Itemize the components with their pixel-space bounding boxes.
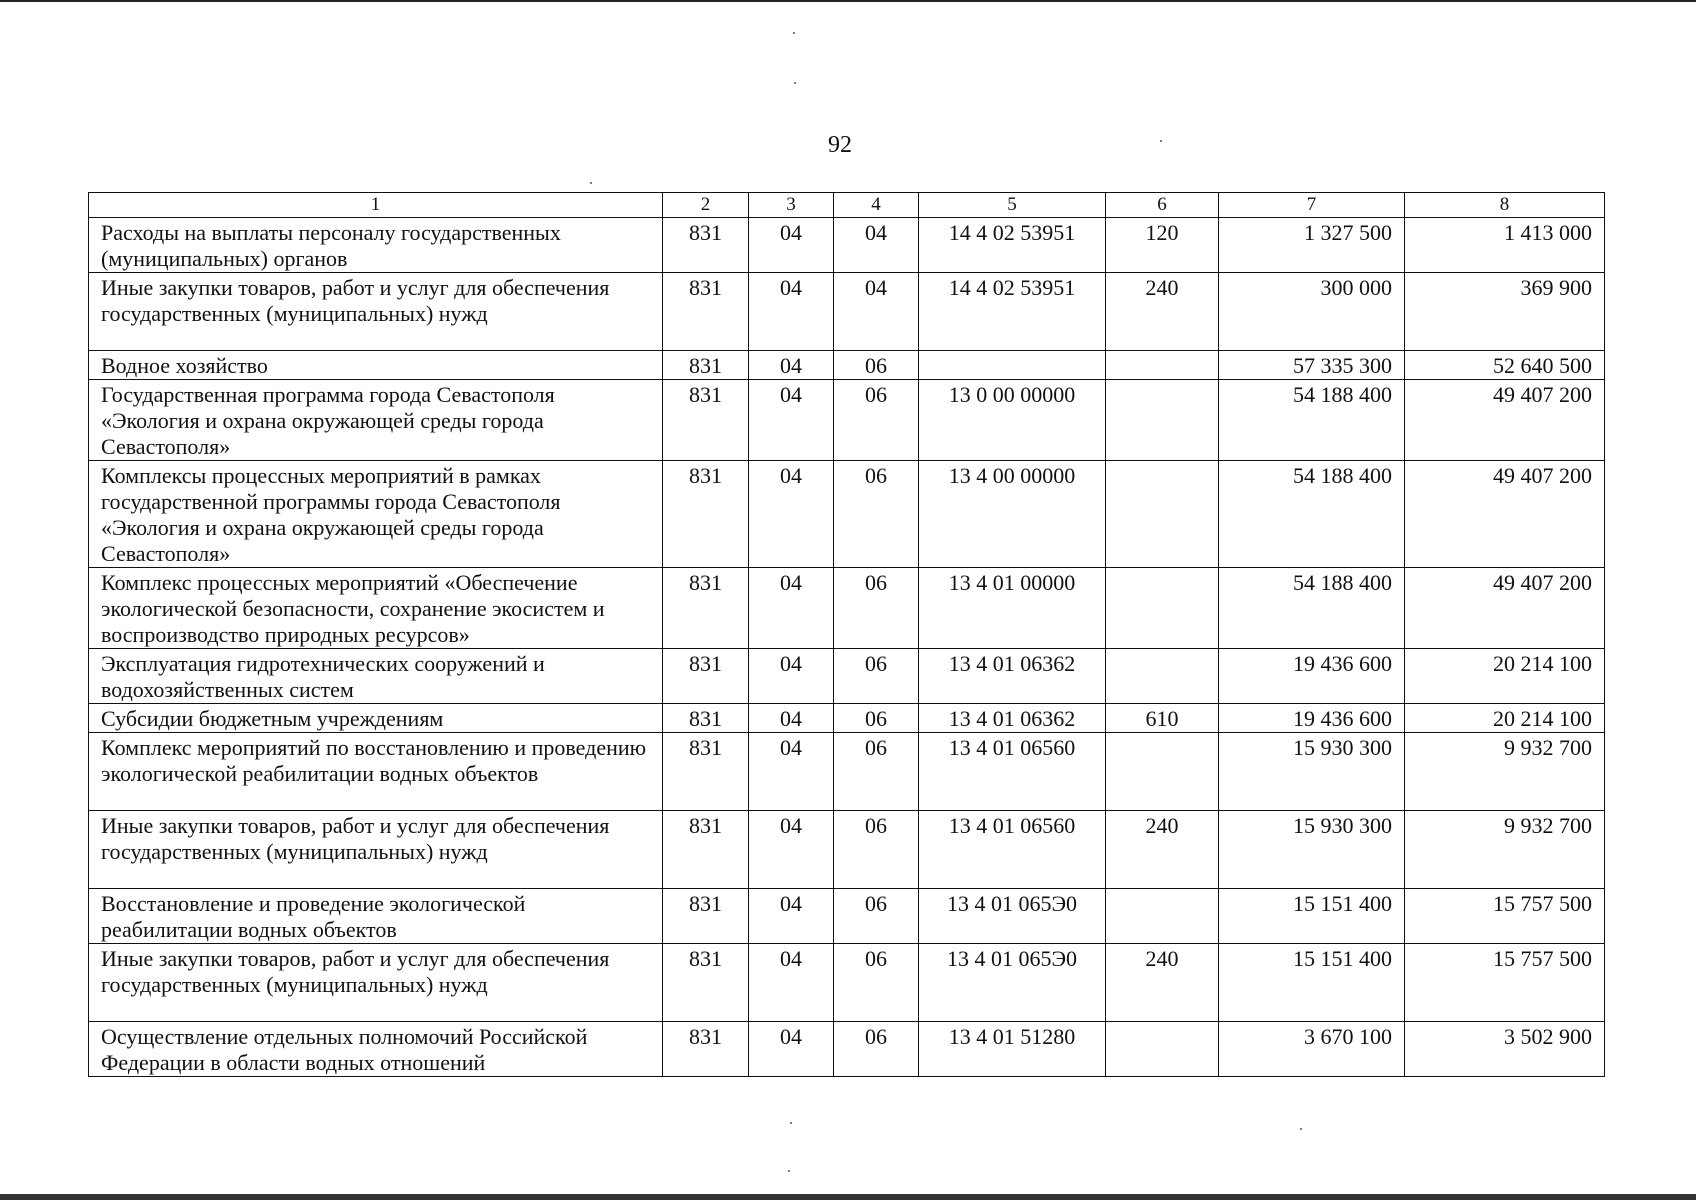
row-ministry-code: 831 [663, 380, 749, 461]
row-expense-type [1106, 351, 1219, 380]
row-subsection: 06 [834, 704, 919, 733]
row-amount-7: 54 188 400 [1219, 461, 1405, 568]
row-section: 04 [749, 1022, 834, 1077]
row-ministry-code: 831 [663, 944, 749, 1022]
row-amount-8: 49 407 200 [1405, 568, 1605, 649]
row-expense-type [1106, 568, 1219, 649]
row-amount-8: 15 757 500 [1405, 944, 1605, 1022]
row-amount-7: 54 188 400 [1219, 568, 1405, 649]
row-subsection: 06 [834, 1022, 919, 1077]
row-amount-7: 15 930 300 [1219, 811, 1405, 889]
row-ministry-code: 831 [663, 273, 749, 351]
table-row [89, 568, 1605, 649]
header-cell-4: 4 [834, 193, 919, 218]
row-amount-8: 52 640 500 [1405, 351, 1605, 380]
header-cell-8: 8 [1405, 193, 1605, 218]
row-expense-type: 120 [1106, 218, 1219, 273]
row-target-article: 13 0 00 00000 [919, 380, 1106, 461]
row-section: 04 [749, 649, 834, 704]
header-cell-2: 2 [663, 193, 749, 218]
row-target-article [919, 351, 1106, 380]
row-target-article: 14 4 02 53951 [919, 273, 1106, 351]
row-target-article: 13 4 01 06560 [919, 811, 1106, 889]
table-row [89, 380, 1605, 461]
row-expense-type: 610 [1106, 704, 1219, 733]
row-amount-7: 19 436 600 [1219, 649, 1405, 704]
row-subsection: 06 [834, 351, 919, 380]
row-name: Комплексы процессных мероприятий в рамках государственной программы города Севастополя «Экология и охрана окружающей среды города Севастополя» [89, 461, 663, 568]
row-ministry-code: 831 [663, 649, 749, 704]
header-cell-1: 1 [89, 193, 663, 218]
row-amount-7: 54 188 400 [1219, 380, 1405, 461]
row-name: Восстановление и проведение экологической реабилитации водных объектов [89, 889, 663, 944]
scan-speck [1160, 140, 1162, 142]
table-row [89, 811, 1605, 889]
row-ministry-code: 831 [663, 733, 749, 811]
row-section: 04 [749, 273, 834, 351]
scan-speck [793, 32, 795, 34]
row-name: Иные закупки товаров, работ и услуг для обеспечения государственных (муниципальных) нужд [89, 811, 663, 889]
row-subsection: 06 [834, 944, 919, 1022]
row-subsection: 06 [834, 649, 919, 704]
row-expense-type [1106, 889, 1219, 944]
row-expense-type: 240 [1106, 811, 1219, 889]
row-name: Государственная программа города Севастополя «Экология и охрана окружающей среды города Севастополя» [89, 380, 663, 461]
scan-bottom-edge [0, 1194, 1696, 1200]
row-ministry-code: 831 [663, 704, 749, 733]
row-expense-type [1106, 649, 1219, 704]
row-ministry-code: 831 [663, 218, 749, 273]
header-cell-6: 6 [1106, 193, 1219, 218]
page-number: 92 [828, 132, 852, 158]
scan-speck [790, 1122, 792, 1124]
row-subsection: 04 [834, 273, 919, 351]
row-name: Расходы на выплаты персоналу государственных (муниципальных) органов [89, 218, 663, 273]
table-row [89, 1022, 1605, 1077]
row-name: Водное хозяйство [89, 351, 663, 380]
row-expense-type [1106, 733, 1219, 811]
table-row [89, 944, 1605, 1022]
row-name: Иные закупки товаров, работ и услуг для обеспечения государственных (муниципальных) нужд [89, 273, 663, 351]
row-subsection: 06 [834, 568, 919, 649]
row-subsection: 06 [834, 380, 919, 461]
row-name: Осуществление отдельных полномочий Российской Федерации в области водных отношений [89, 1022, 663, 1077]
row-amount-8: 20 214 100 [1405, 704, 1605, 733]
row-amount-7: 3 670 100 [1219, 1022, 1405, 1077]
row-expense-type [1106, 1022, 1219, 1077]
row-amount-8: 9 932 700 [1405, 733, 1605, 811]
row-subsection: 06 [834, 811, 919, 889]
row-subsection: 06 [834, 889, 919, 944]
table-row [89, 704, 1605, 733]
row-target-article: 13 4 01 00000 [919, 568, 1106, 649]
row-target-article: 13 4 01 065Э0 [919, 889, 1106, 944]
table-row [89, 461, 1605, 568]
row-target-article: 13 4 01 06362 [919, 704, 1106, 733]
row-amount-8: 1 413 000 [1405, 218, 1605, 273]
row-amount-8: 49 407 200 [1405, 461, 1605, 568]
row-ministry-code: 831 [663, 461, 749, 568]
row-subsection: 06 [834, 733, 919, 811]
row-section: 04 [749, 461, 834, 568]
row-section: 04 [749, 733, 834, 811]
row-expense-type: 240 [1106, 944, 1219, 1022]
table-row [89, 889, 1605, 944]
row-amount-7: 15 151 400 [1219, 889, 1405, 944]
row-section: 04 [749, 944, 834, 1022]
row-name: Иные закупки товаров, работ и услуг для обеспечения государственных (муниципальных) нужд [89, 944, 663, 1022]
row-name: Комплекс мероприятий по восстановлению и проведению экологической реабилитации водных объектов [89, 733, 663, 811]
table-row [89, 351, 1605, 380]
row-expense-type [1106, 380, 1219, 461]
header-cell-7: 7 [1219, 193, 1405, 218]
row-section: 04 [749, 351, 834, 380]
row-amount-8: 20 214 100 [1405, 649, 1605, 704]
row-target-article: 14 4 02 53951 [919, 218, 1106, 273]
row-amount-7: 1 327 500 [1219, 218, 1405, 273]
row-target-article: 13 4 01 06362 [919, 649, 1106, 704]
row-amount-7: 19 436 600 [1219, 704, 1405, 733]
row-amount-8: 369 900 [1405, 273, 1605, 351]
row-target-article: 13 4 00 00000 [919, 461, 1106, 568]
row-section: 04 [749, 218, 834, 273]
row-expense-type: 240 [1106, 273, 1219, 351]
row-amount-7: 15 151 400 [1219, 944, 1405, 1022]
row-name: Комплекс процессных мероприятий «Обеспечение экологической безопасности, сохранение экосистем и воспроизводство природных ресурсов» [89, 568, 663, 649]
scan-speck [1300, 1128, 1302, 1130]
row-ministry-code: 831 [663, 568, 749, 649]
row-target-article: 13 4 01 06560 [919, 733, 1106, 811]
scan-top-edge [0, 0, 1696, 2]
row-amount-8: 9 932 700 [1405, 811, 1605, 889]
row-section: 04 [749, 704, 834, 733]
row-section: 04 [749, 380, 834, 461]
row-section: 04 [749, 811, 834, 889]
row-target-article: 13 4 01 51280 [919, 1022, 1106, 1077]
scan-speck [590, 182, 592, 184]
scan-speck [788, 1170, 790, 1172]
row-amount-7: 57 335 300 [1219, 351, 1405, 380]
row-name: Субсидии бюджетным учреждениям [89, 704, 663, 733]
row-ministry-code: 831 [663, 889, 749, 944]
header-cell-5: 5 [919, 193, 1106, 218]
row-ministry-code: 831 [663, 1022, 749, 1077]
row-subsection: 06 [834, 461, 919, 568]
row-name: Эксплуатация гидротехнических сооружений и водохозяйственных систем [89, 649, 663, 704]
table-header-row [89, 193, 1605, 218]
row-section: 04 [749, 568, 834, 649]
budget-table [88, 192, 1605, 1077]
row-ministry-code: 831 [663, 811, 749, 889]
row-amount-7: 15 930 300 [1219, 733, 1405, 811]
table-row [89, 649, 1605, 704]
row-section: 04 [749, 889, 834, 944]
row-amount-8: 49 407 200 [1405, 380, 1605, 461]
table-row [89, 218, 1605, 273]
header-cell-3: 3 [749, 193, 834, 218]
row-target-article: 13 4 01 065Э0 [919, 944, 1106, 1022]
scan-speck [794, 82, 796, 84]
row-amount-7: 300 000 [1219, 273, 1405, 351]
row-subsection: 04 [834, 218, 919, 273]
row-amount-8: 15 757 500 [1405, 889, 1605, 944]
row-ministry-code: 831 [663, 351, 749, 380]
row-expense-type [1106, 461, 1219, 568]
table-row [89, 273, 1605, 351]
row-amount-8: 3 502 900 [1405, 1022, 1605, 1077]
table-row [89, 733, 1605, 811]
